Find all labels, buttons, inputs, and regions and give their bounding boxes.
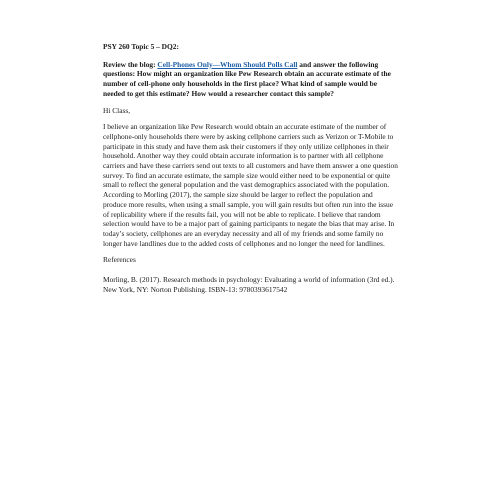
document-page: [103, 42, 398, 294]
discussion-prompt: [103, 60, 398, 99]
response-paragraph: I believe an organization like Pew Research would obtain an accurate estimate of the number of cellphone-only households there were by asking cellphone carriers such as Verizon or T-Mobile to participate in this study and have them ask their customers if they only utilize cellphones in their household. Another way they could obtain accurate information is to partner with all cellphone carriers and have these carriers send out texts to all customers and have them answer a one question survey. To find an accurate estimate, the sample size would either need to be exponential or quite small to reflect the general population and the vast demographics associated with the population. According to Morling (2017), the sample size should be larger to reflect the population and produce more results, when using a small sample, you will gain results but often run into the issue of replicability where if the results fail, you will not be able to replicate. I believe that random selection would have to be a major part of gaining participants to negate the bias that may arise. In today’s society, cellphones are an everyday necessity and all of my friends and some family no longer have landlines due to the added costs of cellphones and no longer the need for landlines.: [103, 122, 398, 248]
greeting: Hi Class,: [103, 105, 131, 115]
prompt-lead: Review the blog:: [103, 59, 158, 69]
prompt-questions: and answer the following questions: How might an organization like Pew Research obtain an accurate estimate of the number of cell-phone only households in the first place? What kind of sample would be needed to get this estimate? How would a researcher contact this sample?: [103, 59, 391, 98]
reference-citation: Morling, B. (2017). Research methods in psychology: Evaluating a world of information (3rd ed.). New York, NY: Norton Publishing. ISBN-13: 9780393617542: [103, 275, 395, 294]
references-label: References: [103, 255, 136, 265]
document-heading: PSY 260 Topic 5 – DQ2:: [103, 42, 179, 51]
blog-link[interactable]: Cell-Phones Only—Whom Should Polls Call: [157, 59, 298, 69]
